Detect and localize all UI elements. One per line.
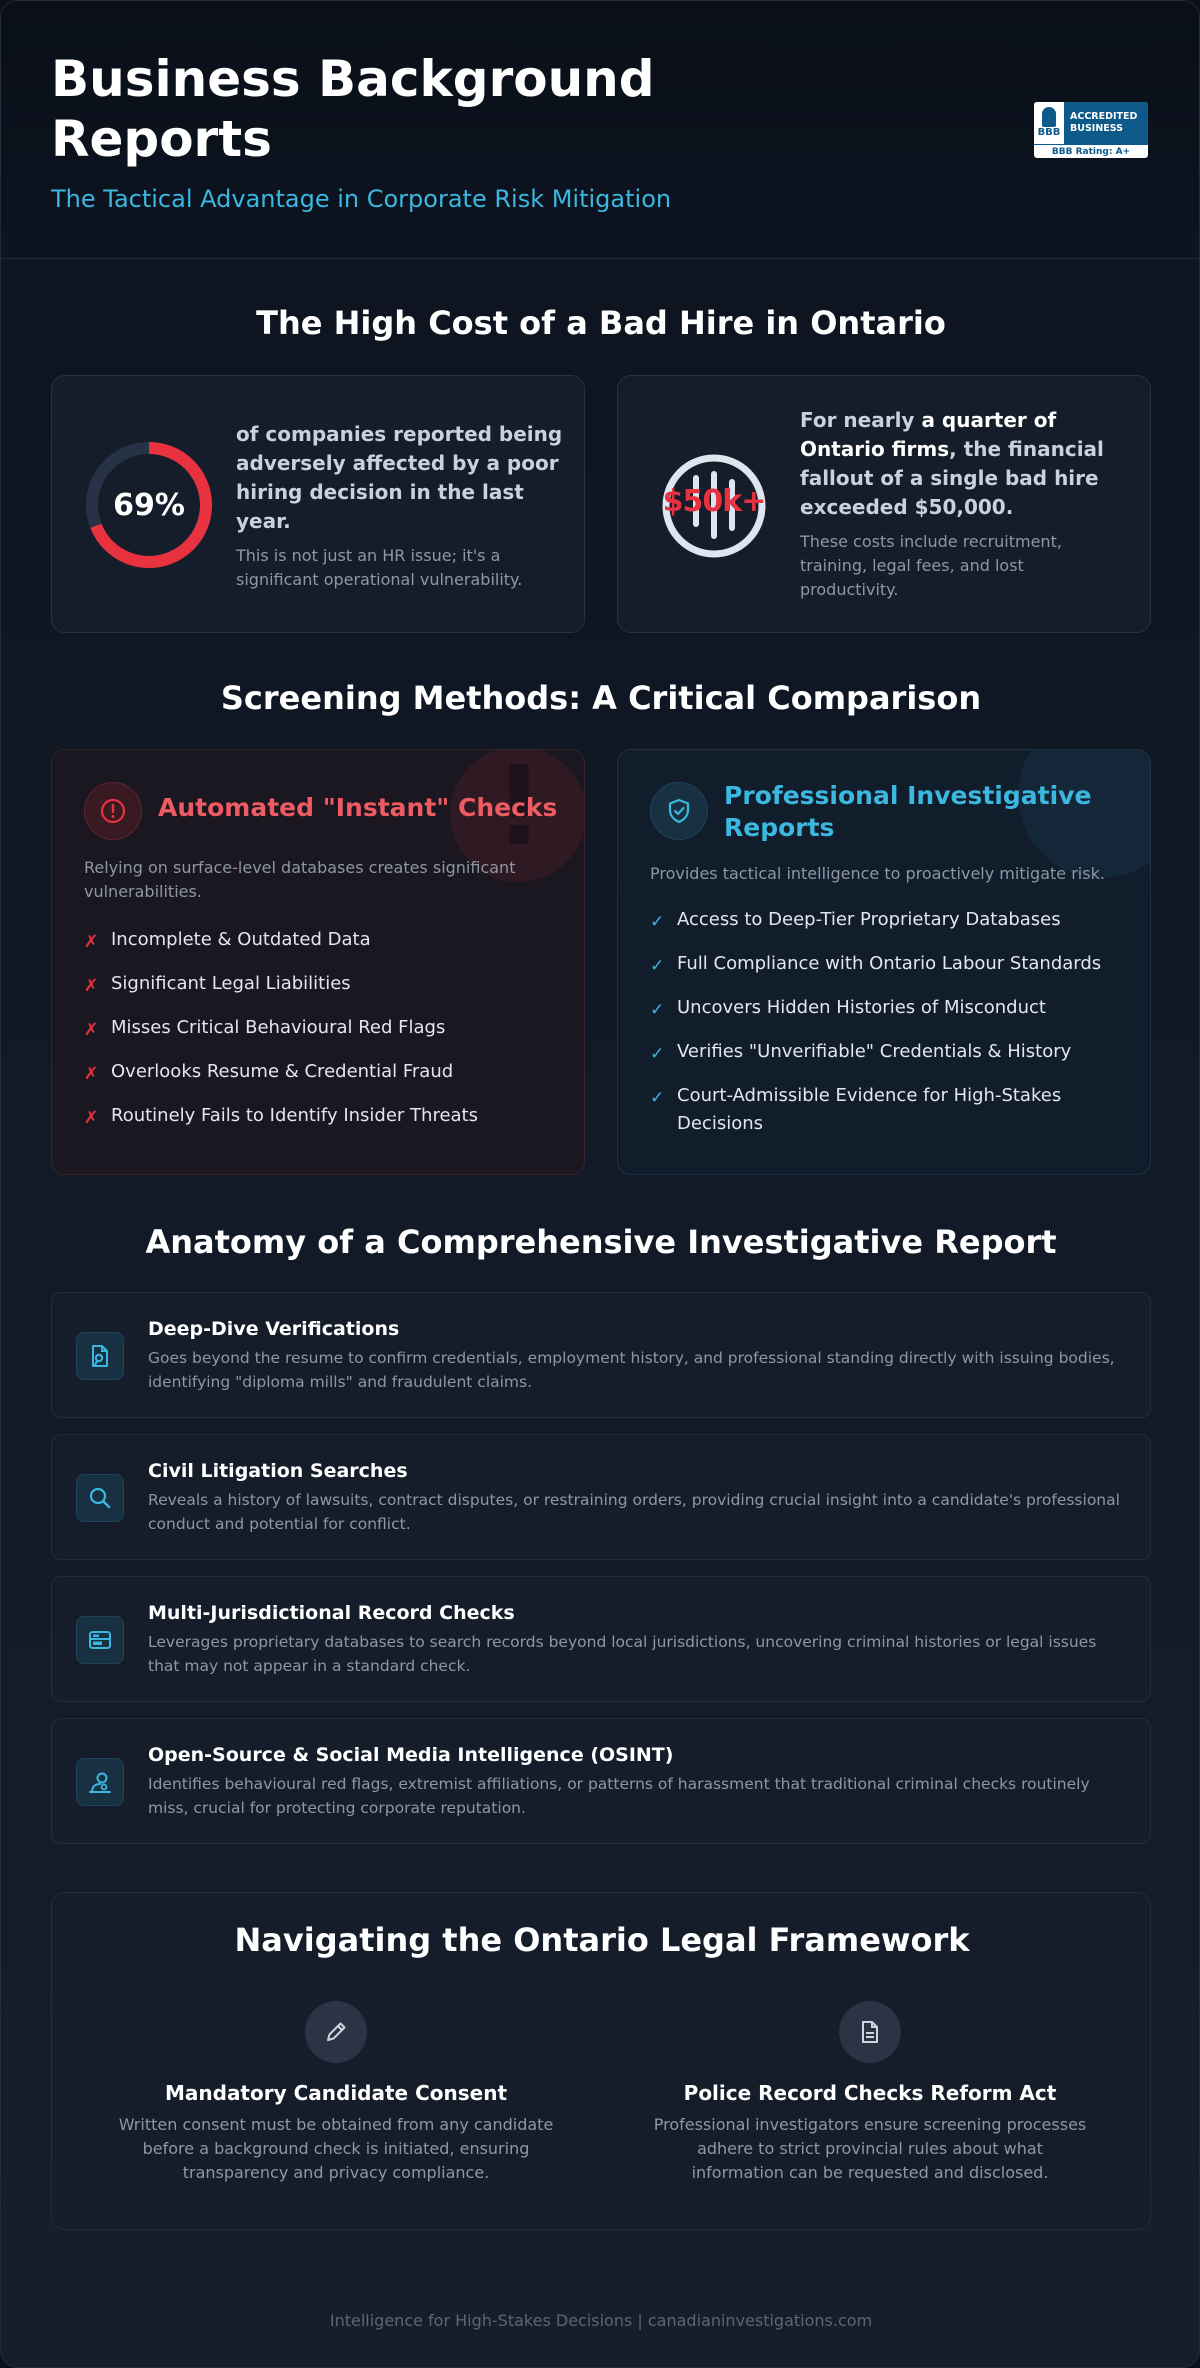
stat-percent-lead: of companies reported being adversely affected by a poor hiring decision in the last year.	[236, 422, 563, 533]
check-mark-icon: ✓	[650, 956, 665, 976]
automated-checks-list	[84, 926, 478, 1146]
stat-cost-lead-bold: a quarter of Ontario firms	[800, 408, 1057, 461]
alert-circle-icon	[84, 782, 142, 840]
document-icon	[839, 2001, 901, 2063]
document-check-icon	[76, 1332, 124, 1380]
professional-reports-list	[650, 906, 1110, 1154]
list-item: ✗ Incomplete & Outdated Data	[84, 926, 478, 954]
page-title: Business Background Reports	[51, 50, 655, 168]
page-subtitle: The Tactical Advantage in Corporate Risk Mitigation	[51, 185, 672, 213]
pencil-icon	[305, 2001, 367, 2063]
list-item: ✗ Misses Critical Behavioural Red Flags	[84, 1014, 478, 1042]
anatomy-item-verifications	[51, 1292, 1151, 1418]
list-item: ✓ Access to Deep-Tier Proprietary Databases	[650, 906, 1110, 934]
x-mark-icon: ✗	[84, 1108, 99, 1128]
anatomy-description: Leverages proprietary databases to search records beyond local jurisdictions, uncovering criminal histories or legal issues that may not appear in a standard check.	[148, 1633, 1097, 1675]
cost-section-title: The High Cost of a Bad Hire in Ontario	[256, 304, 946, 342]
automated-checks-heading: Automated "Instant" Checks	[158, 793, 558, 822]
check-mark-icon: ✓	[650, 1044, 665, 1064]
anatomy-description: Goes beyond the resume to confirm credentials, employment history, and professional standing directly with issuing bodies, identifying "diploma mills" and fraudulent claims.	[148, 1349, 1115, 1391]
legal-description: Professional investigators ensure screening processes adhere to strict provincial rules about what information can be requested and disclosed.	[653, 2115, 1087, 2182]
anatomy-heading: Civil Litigation Searches	[148, 1460, 408, 1482]
stat-cost-lead: For nearly a quarter of Ontario firms, the financial fallout of a single bad hire exceeded $50,000.	[800, 408, 1104, 519]
bbb-line-1: ACCREDITED	[1070, 111, 1138, 122]
stat-percent-note: This is not just an HR issue; it's a significant operational vulnerability.	[236, 546, 523, 589]
anatomy-item-osint	[51, 1718, 1151, 1844]
list-item: ✓ Court-Admissible Evidence for High-Stakes Decisions	[650, 1085, 1062, 1134]
shield-check-icon	[650, 782, 708, 840]
list-item: ✗ Routinely Fails to Identify Insider Threats	[84, 1102, 478, 1130]
x-mark-icon: ✗	[84, 1064, 99, 1084]
professional-reports-heading: Professional Investigative Reports	[724, 781, 1092, 842]
list-item: ✗ Significant Legal Liabilities	[84, 970, 478, 998]
bbb-torch-icon	[1034, 102, 1064, 144]
stat-card-percent	[51, 375, 585, 633]
professional-reports-card	[617, 749, 1151, 1175]
x-mark-icon: ✗	[84, 1020, 99, 1040]
stat-cost-value: $50k+	[662, 484, 766, 519]
legal-item-consent	[106, 2001, 566, 2185]
anatomy-item-litigation	[51, 1434, 1151, 1560]
x-mark-icon: ✗	[84, 932, 99, 952]
anatomy-item-records	[51, 1576, 1151, 1702]
exclamation-watermark-icon: !	[493, 749, 544, 870]
legal-heading: Police Record Checks Reform Act	[683, 2081, 1057, 2105]
anatomy-heading: Multi-Jurisdictional Record Checks	[148, 1602, 515, 1624]
list-item: ✓ Full Compliance with Ontario Labour Standards	[650, 950, 1110, 978]
anatomy-heading: Deep-Dive Verifications	[148, 1318, 400, 1340]
bbb-accreditation-badge[interactable]	[1034, 102, 1148, 158]
legal-heading: Mandatory Candidate Consent	[164, 2081, 508, 2105]
footer-text[interactable]: Intelligence for High-Stakes Decisions | canadianinvestigations.com	[329, 2311, 873, 2330]
professional-reports-description: Provides tactical intelligence to proactively mitigate risk.	[650, 864, 1105, 883]
check-mark-icon: ✓	[650, 912, 665, 932]
x-mark-icon: ✗	[84, 976, 99, 996]
bbb-rating: BBB Rating: A+	[1034, 144, 1148, 158]
list-item: ✓ Verifies "Unverifiable" Credentials & History	[650, 1038, 1110, 1066]
anatomy-section-title: Anatomy of a Comprehensive Investigative Report	[145, 1223, 1057, 1261]
bbb-logo-text: BBB	[1037, 127, 1061, 138]
check-mark-icon: ✓	[650, 1000, 665, 1020]
stat-percent-value: 69%	[113, 487, 185, 523]
legal-framework-card	[51, 1892, 1151, 2230]
legal-section-title: Navigating the Ontario Legal Framework	[234, 1921, 970, 1959]
anatomy-heading: Open-Source & Social Media Intelligence (OSINT)	[148, 1744, 674, 1766]
anatomy-description: Reveals a history of lawsuits, contract disputes, or restraining orders, providing crucial insight into a candidate's professional conduct and potential for conflict.	[148, 1491, 1120, 1533]
comparison-section-title: Screening Methods: A Critical Comparison	[220, 679, 982, 717]
legal-item-reform-act	[640, 2001, 1100, 2185]
legal-description: Written consent must be obtained from any candidate before a background check is initiated, ensuring transparency and privacy compliance.	[118, 2115, 554, 2182]
header	[1, 1, 1199, 259]
automated-checks-card	[51, 749, 585, 1175]
list-item: ✗ Overlooks Resume & Credential Fraud	[84, 1058, 478, 1086]
anatomy-description: Identifies behavioural red flags, extremist affiliations, or patterns of harassment that traditional criminal checks routinely miss, crucial for protecting corporate reputation.	[148, 1775, 1090, 1817]
check-mark-icon: ✓	[650, 1088, 665, 1108]
search-icon	[76, 1474, 124, 1522]
list-item: ✓ Uncovers Hidden Histories of Misconduct	[650, 994, 1110, 1022]
user-search-icon	[76, 1758, 124, 1806]
automated-checks-description: Relying on surface-level databases creates significant vulnerabilities.	[84, 858, 516, 901]
stat-card-cost	[617, 375, 1151, 633]
bbb-line-2: BUSINESS	[1070, 123, 1124, 134]
stat-cost-note: These costs include recruitment, training, legal fees, and lost productivity.	[800, 532, 1062, 599]
database-icon	[76, 1616, 124, 1664]
